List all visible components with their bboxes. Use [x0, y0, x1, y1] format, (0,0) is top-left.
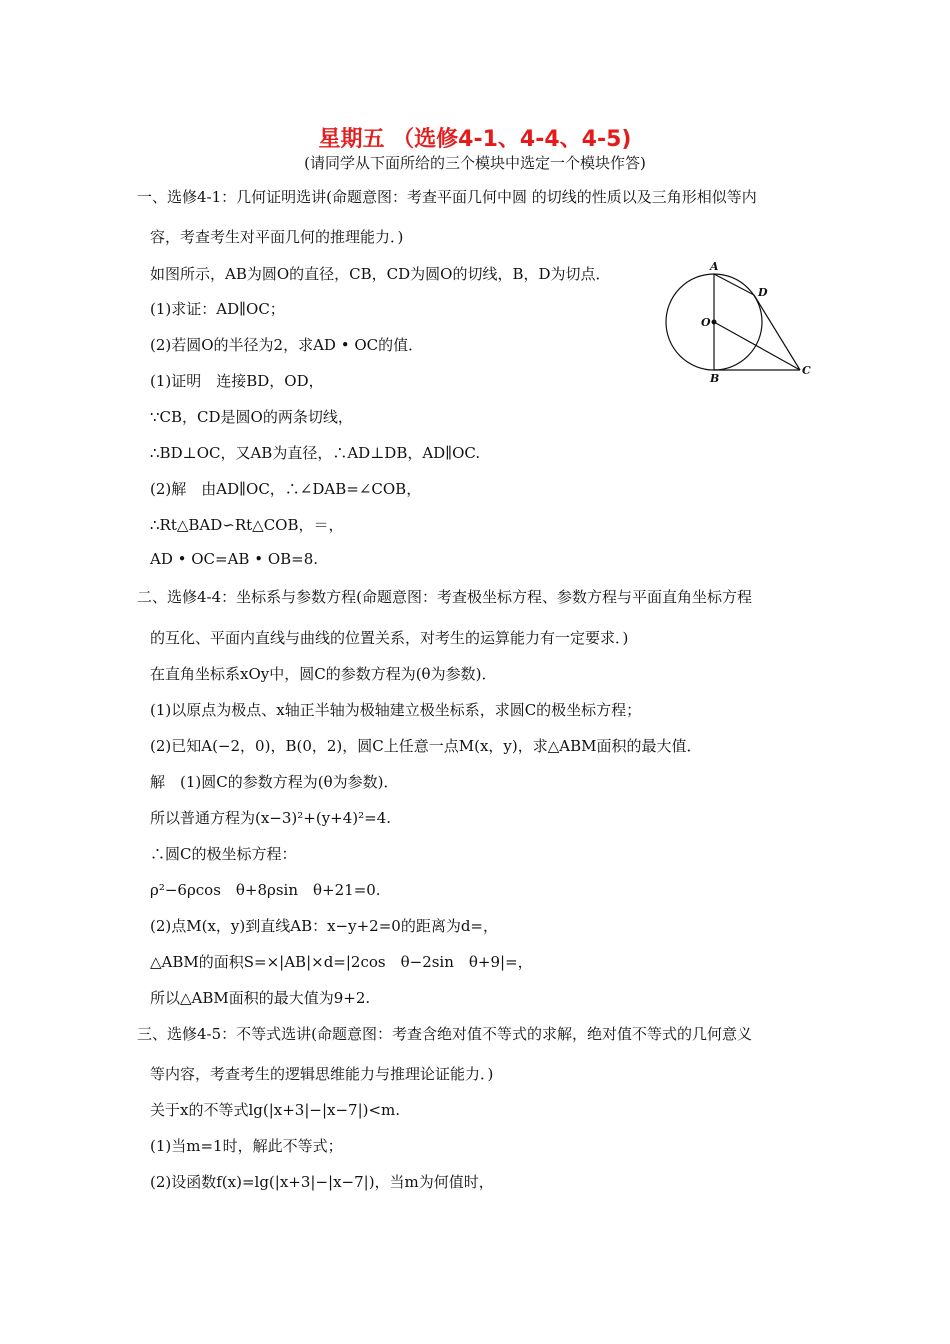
solution-1-line: (1)证明 连接BD，OD，	[150, 372, 324, 390]
solution-2-line: △ABM的面积S=×|AB|×d=|2cos θ−2sin θ+9|=，	[150, 953, 533, 971]
problem-2-part-1: (1)以原点为极点、x轴正半轴为极轴建立极坐标系，求圆C的极坐标方程；	[150, 701, 642, 719]
solution-2-line: 解 (1)圆C的参数方程为(θ为参数)．	[150, 773, 399, 791]
label-d: D	[758, 286, 768, 299]
solution-1-line: ∴Rt△BAD∽Rt△COB，＝，	[150, 516, 344, 534]
problem-3-part-2: (2)设函数f(x)=lg(|x+3|−|x−7|)，当m为何值时，	[150, 1173, 494, 1191]
geometry-diagram	[660, 258, 820, 388]
solution-2-line: ρ²−6ρcos θ+8ρsin θ+21=0.	[150, 881, 381, 899]
solution-2-line: 所以普通方程为(x−3)²+(y+4)²=4.	[150, 809, 392, 827]
solution-2-line: 所以△ABM面积的最大值为9+2.	[150, 989, 371, 1007]
problem-2-part-2: (2)已知A(−2，0)，B(0，2)，圆C上任意一点M(x，y)，求△ABM面积的最大值．	[150, 737, 702, 755]
label-b: B	[710, 372, 720, 385]
solution-2-line: ∴圆C的极坐标方程：	[150, 845, 297, 863]
section-2-heading: 二、选修4-4：坐标系与参数方程(命题意图：考查极坐标方程、参数方程与平面直角坐标方程	[137, 588, 753, 606]
segment-ad	[714, 274, 754, 295]
center-point	[712, 320, 717, 325]
section-1-heading: 一、选修4-1：几何证明选讲(命题意图：考查平面几何中圆 的切线的性质以及三角形相似等内	[137, 188, 757, 206]
section-3-heading: 三、选修4-5：不等式选讲(命题意图：考查含绝对值不等式的求解，绝对值不等式的几何意义	[137, 1025, 753, 1043]
section-3-heading-cont: 等内容，考查考生的逻辑思维能力与推理论证能力．)	[150, 1065, 494, 1083]
solution-2-line: (2)点M(x，y)到直线AB：x−y+2=0的距离为d=，	[150, 917, 498, 935]
problem-3-statement: 关于x的不等式lg(|x+3|−|x−7|)<m.	[150, 1101, 401, 1119]
problem-3-part-1: (1)当m=1时，解此不等式；	[150, 1137, 343, 1155]
solution-1-line: ∵CB，CD是圆O的两条切线，	[150, 408, 353, 426]
label-c: C	[802, 364, 811, 377]
problem-1-part-1: (1)求证：AD∥OC；	[150, 300, 285, 318]
page-title: 星期五 （选修4-1、4-4、4-5)	[318, 127, 632, 152]
solution-1-line: AD • OC=AB • OB=8.	[150, 550, 319, 568]
page-subtitle: (请同学从下面所给的三个模块中选定一个模块作答)	[304, 154, 646, 172]
problem-1-statement: 如图所示，AB为圆O的直径，CB，CD为圆O的切线，B，D为切点．	[150, 265, 611, 283]
section-2-heading-cont: 的互化、平面内直线与曲线的位置关系，对考生的运算能力有一定要求．)	[150, 629, 629, 647]
segment-oc	[714, 322, 800, 370]
problem-2-statement: 在直角坐标系xOy中，圆C的参数方程为(θ为参数)．	[150, 665, 497, 683]
label-a: A	[710, 260, 719, 273]
problem-1-part-2: (2)若圆O的半径为2，求AD • OC的值．	[150, 336, 424, 354]
solution-1-line: (2)解 由AD∥OC，∴∠DAB=∠COB，	[150, 480, 422, 498]
label-o: O	[701, 316, 711, 329]
section-1-heading-cont: 容，考查考生对平面几何的推理能力．)	[150, 228, 404, 246]
solution-1-line: ∴BD⊥OC，又AB为直径，∴AD⊥DB，AD∥OC.	[150, 444, 481, 462]
